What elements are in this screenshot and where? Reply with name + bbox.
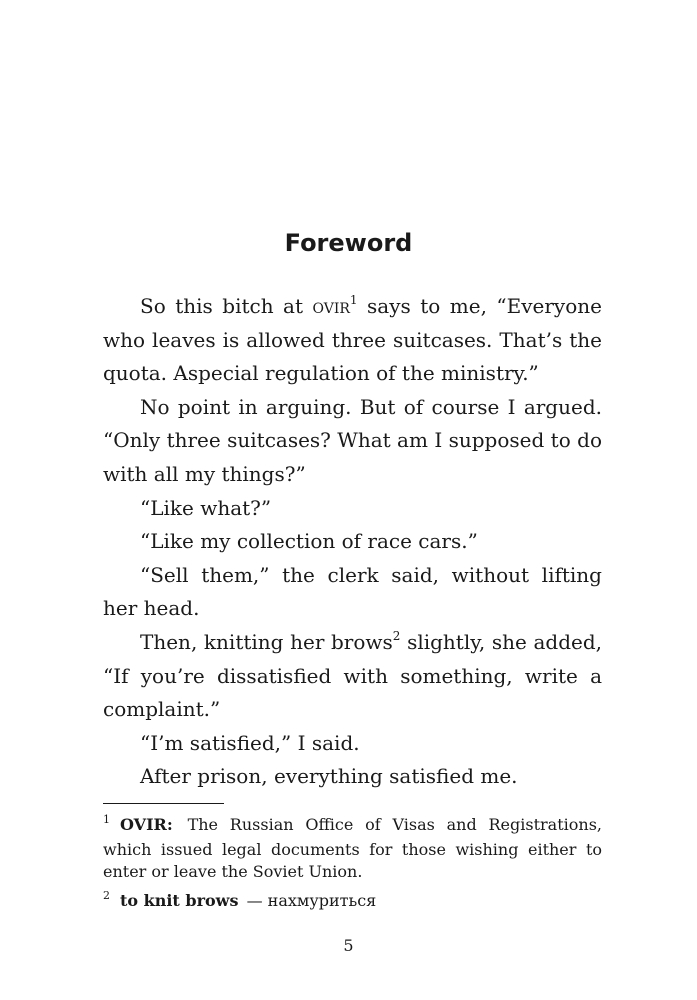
paragraph-text: Then, knitting her brows (140, 629, 393, 654)
paragraph (103, 290, 602, 391)
page-number: 5 (343, 936, 354, 955)
paragraph-text: So this bitch at (140, 294, 313, 318)
paragraph: “Like my collection of race cars.” (140, 529, 478, 554)
paragraph: “Sell them,” the clerk said, without lifting her head. (103, 562, 602, 621)
footnote-term: OVIR: (120, 815, 173, 834)
paragraph-text: says to me, “Everyone who leaves is allowed three suitcases. That’s the quota. Aspecial regulation of the ministry.” (103, 294, 602, 386)
footnote-term: to knit brows (120, 890, 239, 910)
footnotes (103, 814, 602, 914)
footnote-reference-2[interactable]: 2 (392, 628, 401, 643)
footnote-2 (103, 890, 602, 915)
paragraph: “Like what?” (140, 495, 272, 520)
footnote-reference-1[interactable]: 1 (349, 293, 358, 307)
paragraph-text: slightly, she added, “If you’re dissatisfied with something, write a complaint.” (103, 629, 602, 722)
paragraph (103, 626, 602, 727)
footnote-1 (103, 814, 602, 884)
footnote-text: The Russian Office of Visas and Registrations, which issued legal documents for those wishing either to enter or leave the Soviet Union. (103, 815, 602, 881)
paragraph: No point in arguing. But of course I argued. “Only three suitcases? What am I supposed to do with all my things?” (103, 394, 602, 486)
paragraph: After prison, everything satisfied me. (140, 764, 518, 789)
footnote-mark: 1 (103, 813, 110, 826)
body-text (103, 290, 602, 794)
footnote-mark: 2 (103, 888, 110, 902)
paragraph: “I’m satisfied,” I said. (140, 730, 360, 755)
ovir-acronym: ovir (312, 294, 350, 318)
footnote-text: — нахмуриться (246, 890, 377, 910)
footnote-divider (103, 803, 224, 804)
page-title: Foreword (284, 229, 413, 257)
